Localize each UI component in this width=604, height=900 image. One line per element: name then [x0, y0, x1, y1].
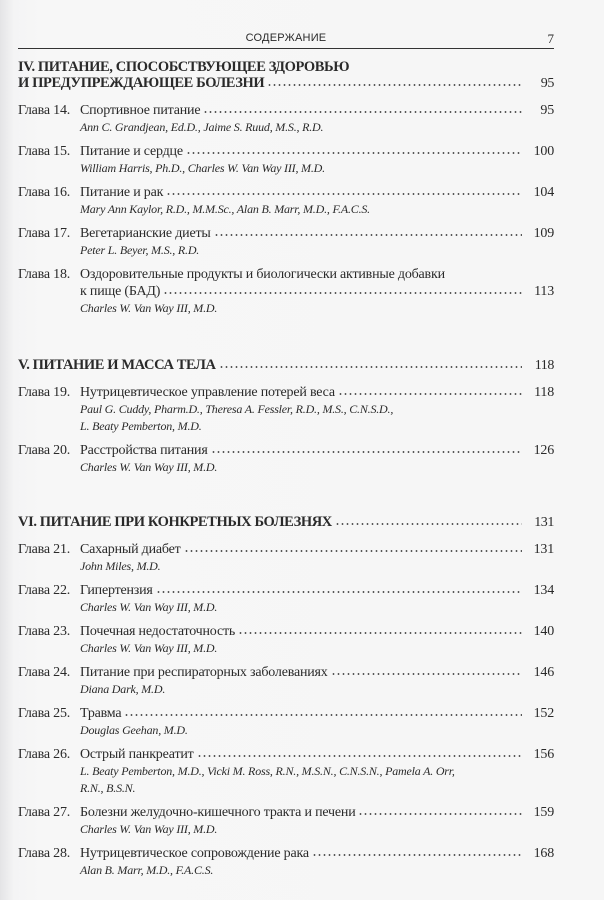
chapter-title-line — [80, 384, 554, 401]
chapter-page-number: 104 — [533, 185, 554, 200]
chapter-page-number: 126 — [533, 443, 554, 458]
chapter-label: Глава 20. — [18, 443, 71, 458]
toc-chapter-entry[interactable] — [18, 746, 554, 797]
chapter-page-number: 131 — [533, 542, 554, 557]
chapter-authors: John Miles, M.D. — [80, 559, 161, 573]
chapter-body — [80, 845, 554, 879]
chapter-page-number: 100 — [533, 144, 554, 159]
chapter-page-number: 168 — [533, 846, 554, 861]
chapter-body — [80, 582, 554, 616]
section-title-line — [18, 75, 554, 92]
toc-chapter-entry[interactable] — [18, 705, 554, 739]
dot-leader — [211, 444, 522, 454]
chapter-title-line — [80, 582, 554, 599]
chapter-title-line — [80, 746, 554, 763]
section-title-line — [18, 514, 554, 531]
chapter-title-text: Нутрицевтическое сопровождение рака — [80, 846, 309, 861]
toc-chapter-entry[interactable] — [18, 664, 554, 698]
chapter-title-text: Травма — [80, 706, 122, 721]
section-title-line — [18, 357, 554, 374]
chapter-title-line — [80, 804, 554, 821]
dot-leader — [219, 359, 522, 369]
chapter-page-number: 118 — [534, 385, 554, 400]
chapter-title-line — [80, 266, 554, 283]
toc-chapter-entry[interactable] — [18, 582, 554, 616]
dot-leader — [358, 806, 522, 816]
dot-leader — [214, 227, 522, 237]
chapter-title-line — [80, 623, 554, 640]
section-page-number: 131 — [534, 515, 554, 530]
chapter-title-text: Питание при респираторных заболеваниях — [80, 665, 328, 680]
toc-chapter-entry[interactable] — [18, 266, 554, 317]
chapter-authors: Charles W. Van Way III, M.D. — [80, 460, 218, 474]
chapter-authors: L. Beaty Pemberton, M.D. — [80, 419, 202, 433]
chapter-label: Глава 14. — [18, 103, 71, 118]
chapter-label: Глава 19. — [18, 385, 71, 400]
chapter-body — [80, 442, 554, 476]
page-number: 7 — [547, 31, 554, 46]
dot-leader — [331, 666, 522, 676]
chapter-page-number: 134 — [533, 583, 554, 598]
dot-leader — [124, 707, 522, 717]
chapter-page-number: 146 — [533, 665, 554, 680]
toc-section[interactable] — [18, 514, 554, 531]
chapter-label: Глава 25. — [18, 706, 71, 721]
chapter-body — [80, 384, 554, 435]
chapter-title-text: Расстройства питания — [80, 443, 208, 458]
chapter-title-line — [80, 102, 554, 119]
toc-chapter-entry[interactable] — [18, 541, 554, 575]
section-page-number: 118 — [534, 358, 554, 373]
chapter-label: Глава 16. — [18, 185, 71, 200]
running-header-title: СОДЕРЖАНИЕ — [245, 32, 327, 44]
dot-leader — [203, 104, 522, 114]
section-title-text: IV. ПИТАНИЕ, СПОСОБСТВУЮЩЕЕ ЗДОРОВЬЮ — [18, 59, 350, 75]
dot-leader — [163, 285, 522, 295]
toc-section[interactable] — [18, 357, 554, 374]
chapter-body — [80, 746, 554, 797]
chapter-label: Глава 18. — [18, 267, 71, 282]
toc-section[interactable] — [18, 59, 554, 92]
chapter-title-text: Нутрицевтическое управление потерей веса — [80, 385, 335, 400]
section-title-text: V. ПИТАНИЕ И МАССА ТЕЛА — [18, 357, 216, 373]
chapter-page-number: 159 — [533, 805, 554, 820]
chapter-page-number: 109 — [533, 226, 554, 241]
chapter-body — [80, 623, 554, 657]
dot-leader — [186, 145, 522, 155]
toc-chapter-entry[interactable] — [18, 102, 554, 136]
chapter-title-line — [80, 225, 554, 242]
chapter-title-line — [80, 705, 554, 722]
toc-chapter-entry[interactable] — [18, 225, 554, 259]
chapter-body — [80, 225, 554, 259]
chapter-label: Глава 27. — [18, 805, 71, 820]
chapter-authors: Ann C. Grandjean, Ed.D., Jaime S. Ruud, M.S., R.D. — [80, 120, 324, 134]
chapter-title-line — [80, 845, 554, 862]
chapter-authors: Charles W. Van Way III, M.D. — [80, 822, 218, 836]
chapter-body — [80, 804, 554, 838]
chapter-label: Глава 23. — [18, 624, 71, 639]
chapter-body — [80, 664, 554, 698]
chapter-authors: Mary Ann Kaylor, R.D., M.M.Sc., Alan B. Marr, M.D., F.A.C.S. — [80, 202, 370, 216]
section-title-text: И ПРЕДУПРЕЖДАЮЩЕЕ БОЛЕЗНИ — [18, 75, 265, 91]
chapter-label: Глава 21. — [18, 542, 71, 557]
chapter-authors: Charles W. Van Way III, M.D. — [80, 641, 218, 655]
dot-leader — [335, 516, 522, 526]
section-title-text: VI. ПИТАНИЕ ПРИ КОНКРЕТНЫХ БОЛЕЗНЯХ — [18, 514, 332, 530]
chapter-authors: L. Beaty Pemberton, M.D., Vicki M. Ross, R.N., M.S.N., C.N.S.N., Pamela A. Orr, — [80, 764, 455, 778]
chapter-title-text: Сахарный диабет — [80, 542, 181, 557]
chapter-title-line — [80, 184, 554, 201]
chapter-title-text: к пище (БАД) — [80, 284, 161, 299]
chapter-title-text: Болезни желудочно-кишечного тракта и печени — [80, 805, 356, 820]
dot-leader — [197, 748, 522, 758]
dot-leader — [238, 625, 522, 635]
chapter-authors: Douglas Geehan, M.D. — [80, 723, 188, 737]
chapter-authors: R.N., B.S.N. — [80, 781, 136, 795]
chapter-title-text: Спортивное питание — [80, 103, 201, 118]
chapter-title-line — [80, 143, 554, 160]
chapter-title-line — [80, 283, 554, 300]
chapter-body — [80, 184, 554, 218]
toc-chapter-entry[interactable] — [18, 623, 554, 657]
chapter-label: Глава 22. — [18, 583, 71, 598]
section-title-line — [18, 59, 554, 75]
chapter-title-line — [80, 541, 554, 558]
running-header — [18, 30, 554, 49]
chapter-title-text: Острый панкреатит — [80, 747, 194, 762]
chapter-page-number: 113 — [534, 284, 554, 299]
chapter-body — [80, 102, 554, 136]
toc-chapter-entry[interactable] — [18, 845, 554, 879]
chapter-page-number: 152 — [533, 706, 554, 721]
chapter-page-number: 140 — [533, 624, 554, 639]
toc-chapter-entry[interactable] — [18, 384, 554, 435]
chapter-title-text: Питание и сердце — [80, 144, 183, 159]
chapter-authors: Alan B. Marr, M.D., F.A.C.S. — [80, 863, 214, 877]
chapter-body — [80, 266, 554, 317]
chapter-title-line — [80, 442, 554, 459]
dot-leader — [166, 186, 522, 196]
chapter-authors: Peter L. Beyer, M.S., R.D. — [80, 243, 200, 257]
chapter-authors: Charles W. Van Way III, M.D. — [80, 301, 218, 315]
section-page-number: 95 — [540, 76, 554, 91]
toc-chapter-entry[interactable] — [18, 184, 554, 218]
table-of-contents — [18, 59, 554, 879]
chapter-label: Глава 15. — [18, 144, 71, 159]
dot-leader — [338, 386, 522, 396]
chapter-label: Глава 17. — [18, 226, 71, 241]
chapter-body — [80, 541, 554, 575]
dot-leader — [184, 543, 522, 553]
toc-chapter-entry[interactable] — [18, 804, 554, 838]
dot-leader — [156, 584, 522, 594]
chapter-authors: Charles W. Van Way III, M.D. — [80, 600, 218, 614]
chapter-authors: Paul G. Cuddy, Pharm.D., Theresa A. Fessler, R.D., M.S., C.N.S.D., — [80, 402, 394, 416]
chapter-title-text: Вегетарианские диеты — [80, 226, 211, 241]
chapter-title-text: Оздоровительные продукты и биологически активные добавки — [80, 267, 445, 282]
chapter-title-text: Питание и рак — [80, 185, 164, 200]
dot-leader — [267, 77, 522, 87]
chapter-title-line — [80, 664, 554, 681]
chapter-title-text: Почечная недостаточность — [80, 624, 236, 639]
chapter-authors: William Harris, Ph.D., Charles W. Van Way III, M.D. — [80, 161, 325, 175]
toc-chapter-entry[interactable] — [18, 442, 554, 476]
chapter-body — [80, 143, 554, 177]
chapter-title-text: Гипертензия — [80, 583, 153, 598]
chapter-body — [80, 705, 554, 739]
chapter-label: Глава 24. — [18, 665, 71, 680]
chapter-page-number: 156 — [533, 747, 554, 762]
toc-chapter-entry[interactable] — [18, 143, 554, 177]
chapter-label: Глава 28. — [18, 846, 71, 861]
dot-leader — [312, 847, 522, 857]
chapter-authors: Diana Dark, M.D. — [80, 682, 166, 696]
chapter-page-number: 95 — [540, 103, 554, 118]
chapter-label: Глава 26. — [18, 747, 71, 762]
